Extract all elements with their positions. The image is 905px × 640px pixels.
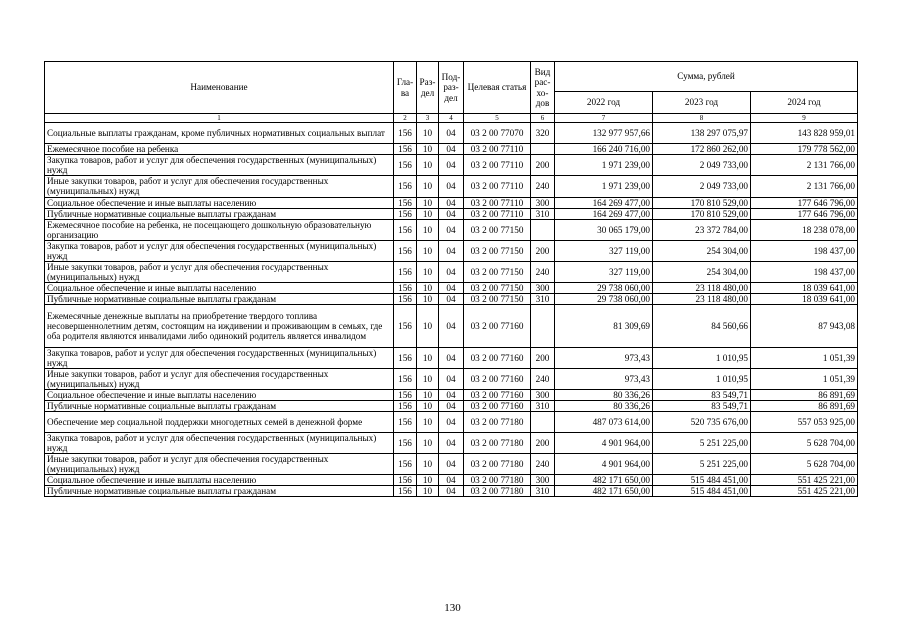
cell-y2022: 973,43 <box>555 368 653 389</box>
cell-glava: 156 <box>394 155 417 176</box>
cell-glava: 156 <box>394 368 417 389</box>
cell-name: Ежемесячные денежные выплаты на приобретение твердого топлива несовершеннолетним детям, состоящим на иждивении и проживающим в семьях, где оба родителя являются инвалидами либо одинокий родитель является инвалидом <box>45 305 394 347</box>
table-row <box>45 219 858 240</box>
cell-y2024: 179 778 562,00 <box>751 144 858 155</box>
cell-podrazdel: 04 <box>439 144 464 155</box>
cell-glava: 156 <box>394 123 417 144</box>
cell-y2024: 86 891,69 <box>751 400 858 411</box>
header-name: Наименование <box>45 62 394 114</box>
cell-vid: 300 <box>531 475 555 486</box>
cell-target: 03 2 00 77150 <box>464 240 531 261</box>
cell-target: 03 2 00 77110 <box>464 176 531 197</box>
cell-glava: 156 <box>394 454 417 475</box>
cell-target: 03 2 00 77070 <box>464 123 531 144</box>
cell-y2022: 1 971 239,00 <box>555 155 653 176</box>
header-sum: Сумма, рублей <box>555 62 858 92</box>
cell-vid: 240 <box>531 176 555 197</box>
cell-vid <box>531 411 555 432</box>
cell-y2022: 164 269 477,00 <box>555 197 653 208</box>
cell-y2023: 520 735 676,00 <box>653 411 751 432</box>
header-year-2022: 2022 год <box>555 92 653 114</box>
cell-y2024: 177 646 796,00 <box>751 197 858 208</box>
cell-y2024: 1 051,39 <box>751 347 858 368</box>
cell-name: Закупка товаров, работ и услуг для обеспечения государственных (муниципальных) нужд <box>45 240 394 261</box>
cell-name: Публичные нормативные социальные выплаты гражданам <box>45 208 394 219</box>
cell-y2023: 83 549,71 <box>653 389 751 400</box>
cell-vid: 300 <box>531 197 555 208</box>
table-row <box>45 305 858 347</box>
cell-glava: 156 <box>394 433 417 454</box>
cell-name: Публичные нормативные социальные выплаты гражданам <box>45 400 394 411</box>
cell-vid: 300 <box>531 283 555 294</box>
column-number: 2 <box>394 114 417 123</box>
cell-y2022: 327 119,00 <box>555 261 653 282</box>
cell-glava: 156 <box>394 283 417 294</box>
cell-y2022: 482 171 650,00 <box>555 486 653 497</box>
cell-vid: 200 <box>531 240 555 261</box>
cell-target: 03 2 00 77110 <box>464 208 531 219</box>
cell-razdel: 10 <box>417 433 439 454</box>
cell-y2023: 170 810 529,00 <box>653 197 751 208</box>
cell-razdel: 10 <box>417 208 439 219</box>
cell-vid <box>531 219 555 240</box>
cell-glava: 156 <box>394 176 417 197</box>
column-number: 1 <box>45 114 394 123</box>
cell-y2024: 143 828 959,01 <box>751 123 858 144</box>
cell-target: 03 2 00 77110 <box>464 155 531 176</box>
cell-glava: 156 <box>394 240 417 261</box>
cell-y2022: 482 171 650,00 <box>555 475 653 486</box>
cell-y2023: 84 560,66 <box>653 305 751 347</box>
cell-razdel: 10 <box>417 197 439 208</box>
cell-y2023: 254 304,00 <box>653 261 751 282</box>
table-row <box>45 144 858 155</box>
cell-target: 03 2 00 77180 <box>464 475 531 486</box>
cell-razdel: 10 <box>417 294 439 305</box>
cell-target: 03 2 00 77180 <box>464 454 531 475</box>
cell-glava: 156 <box>394 305 417 347</box>
cell-y2024: 557 053 925,00 <box>751 411 858 432</box>
column-number: 4 <box>439 114 464 123</box>
cell-y2024: 198 437,00 <box>751 240 858 261</box>
cell-y2024: 18 039 641,00 <box>751 283 858 294</box>
table-row <box>45 454 858 475</box>
cell-name: Ежемесячное пособие на ребенка, не посещающего дошкольную образовательную организацию <box>45 219 394 240</box>
cell-y2023: 23 118 480,00 <box>653 283 751 294</box>
cell-glava: 156 <box>394 261 417 282</box>
budget-table <box>44 61 858 497</box>
cell-target: 03 2 00 77110 <box>464 197 531 208</box>
cell-target: 03 2 00 77150 <box>464 294 531 305</box>
cell-target: 03 2 00 77150 <box>464 261 531 282</box>
cell-y2024: 5 628 704,00 <box>751 433 858 454</box>
cell-razdel: 10 <box>417 240 439 261</box>
cell-y2023: 2 049 733,00 <box>653 176 751 197</box>
cell-glava: 156 <box>394 347 417 368</box>
cell-y2023: 170 810 529,00 <box>653 208 751 219</box>
column-number: 5 <box>464 114 531 123</box>
cell-y2024: 551 425 221,00 <box>751 475 858 486</box>
cell-vid: 310 <box>531 400 555 411</box>
cell-razdel: 10 <box>417 400 439 411</box>
cell-podrazdel: 04 <box>439 176 464 197</box>
cell-podrazdel: 04 <box>439 475 464 486</box>
cell-razdel: 10 <box>417 475 439 486</box>
cell-vid <box>531 305 555 347</box>
cell-podrazdel: 04 <box>439 368 464 389</box>
cell-name: Иные закупки товаров, работ и услуг для обеспечения государственных (муниципальных) нужд <box>45 261 394 282</box>
cell-y2024: 177 646 796,00 <box>751 208 858 219</box>
cell-y2023: 5 251 225,00 <box>653 433 751 454</box>
cell-vid: 320 <box>531 123 555 144</box>
cell-razdel: 10 <box>417 347 439 368</box>
cell-vid: 310 <box>531 294 555 305</box>
cell-y2023: 1 010,95 <box>653 368 751 389</box>
cell-name: Закупка товаров, работ и услуг для обеспечения государственных (муниципальных) нужд <box>45 155 394 176</box>
cell-y2023: 2 049 733,00 <box>653 155 751 176</box>
table-row <box>45 283 858 294</box>
header-razdel: Раз-дел <box>417 62 439 114</box>
table-row <box>45 261 858 282</box>
cell-target: 03 2 00 77160 <box>464 347 531 368</box>
cell-podrazdel: 04 <box>439 283 464 294</box>
cell-podrazdel: 04 <box>439 123 464 144</box>
table-row <box>45 294 858 305</box>
table-row <box>45 123 858 144</box>
cell-y2024: 5 628 704,00 <box>751 454 858 475</box>
cell-razdel: 10 <box>417 144 439 155</box>
header-podrazdel: Под-раз-дел <box>439 62 464 114</box>
cell-podrazdel: 04 <box>439 305 464 347</box>
cell-razdel: 10 <box>417 261 439 282</box>
cell-y2022: 487 073 614,00 <box>555 411 653 432</box>
cell-razdel: 10 <box>417 155 439 176</box>
cell-glava: 156 <box>394 144 417 155</box>
cell-y2023: 1 010,95 <box>653 347 751 368</box>
table-row <box>45 389 858 400</box>
cell-glava: 156 <box>394 294 417 305</box>
cell-podrazdel: 04 <box>439 400 464 411</box>
cell-vid: 240 <box>531 454 555 475</box>
cell-y2023: 83 549,71 <box>653 400 751 411</box>
header-target: Целевая статья <box>464 62 531 114</box>
cell-razdel: 10 <box>417 176 439 197</box>
cell-y2022: 132 977 957,66 <box>555 123 653 144</box>
cell-target: 03 2 00 77110 <box>464 144 531 155</box>
cell-razdel: 10 <box>417 305 439 347</box>
cell-name: Социальное обеспечение и иные выплаты населению <box>45 475 394 486</box>
cell-vid <box>531 144 555 155</box>
table-row <box>45 433 858 454</box>
cell-target: 03 2 00 77180 <box>464 433 531 454</box>
cell-podrazdel: 04 <box>439 197 464 208</box>
cell-y2022: 973,43 <box>555 347 653 368</box>
cell-y2024: 551 425 221,00 <box>751 486 858 497</box>
table-row <box>45 368 858 389</box>
cell-podrazdel: 04 <box>439 240 464 261</box>
cell-podrazdel: 04 <box>439 433 464 454</box>
header-year-2024: 2024 год <box>751 92 858 114</box>
table-row <box>45 347 858 368</box>
cell-vid: 310 <box>531 208 555 219</box>
cell-y2022: 1 971 239,00 <box>555 176 653 197</box>
cell-y2022: 164 269 477,00 <box>555 208 653 219</box>
table-row <box>45 475 858 486</box>
cell-y2023: 5 251 225,00 <box>653 454 751 475</box>
cell-vid: 200 <box>531 433 555 454</box>
cell-name: Публичные нормативные социальные выплаты гражданам <box>45 486 394 497</box>
cell-target: 03 2 00 77160 <box>464 368 531 389</box>
cell-y2023: 172 860 262,00 <box>653 144 751 155</box>
cell-target: 03 2 00 77160 <box>464 389 531 400</box>
cell-y2023: 138 297 075,97 <box>653 123 751 144</box>
table-row <box>45 486 858 497</box>
cell-vid: 200 <box>531 155 555 176</box>
cell-podrazdel: 04 <box>439 219 464 240</box>
cell-name: Ежемесячное пособие на ребенка <box>45 144 394 155</box>
cell-razdel: 10 <box>417 368 439 389</box>
cell-y2024: 86 891,69 <box>751 389 858 400</box>
cell-target: 03 2 00 77180 <box>464 486 531 497</box>
cell-y2022: 81 309,69 <box>555 305 653 347</box>
cell-y2024: 2 131 766,00 <box>751 176 858 197</box>
cell-name: Иные закупки товаров, работ и услуг для обеспечения государственных (муниципальных) нужд <box>45 368 394 389</box>
cell-target: 03 2 00 77160 <box>464 400 531 411</box>
cell-vid: 300 <box>531 389 555 400</box>
cell-podrazdel: 04 <box>439 411 464 432</box>
cell-y2022: 80 336,26 <box>555 389 653 400</box>
page-number: 130 <box>444 602 461 614</box>
cell-y2024: 87 943,08 <box>751 305 858 347</box>
cell-glava: 156 <box>394 208 417 219</box>
cell-y2022: 4 901 964,00 <box>555 454 653 475</box>
cell-y2024: 1 051,39 <box>751 368 858 389</box>
cell-razdel: 10 <box>417 411 439 432</box>
cell-name: Иные закупки товаров, работ и услуг для обеспечения государственных (муниципальных) нужд <box>45 176 394 197</box>
table-row <box>45 197 858 208</box>
cell-razdel: 10 <box>417 219 439 240</box>
cell-podrazdel: 04 <box>439 261 464 282</box>
cell-vid: 240 <box>531 368 555 389</box>
cell-glava: 156 <box>394 411 417 432</box>
cell-vid: 200 <box>531 347 555 368</box>
cell-glava: 156 <box>394 475 417 486</box>
cell-y2023: 515 484 451,00 <box>653 486 751 497</box>
cell-podrazdel: 04 <box>439 155 464 176</box>
cell-y2022: 166 240 716,00 <box>555 144 653 155</box>
cell-razdel: 10 <box>417 283 439 294</box>
table-row <box>45 208 858 219</box>
cell-name: Закупка товаров, работ и услуг для обеспечения государственных (муниципальных) нужд <box>45 347 394 368</box>
cell-glava: 156 <box>394 197 417 208</box>
cell-y2023: 515 484 451,00 <box>653 475 751 486</box>
cell-target: 03 2 00 77150 <box>464 283 531 294</box>
cell-razdel: 10 <box>417 486 439 497</box>
cell-podrazdel: 04 <box>439 454 464 475</box>
header-vid: Вид рас-хо-дов <box>531 62 555 114</box>
cell-name: Социальное обеспечение и иные выплаты населению <box>45 389 394 400</box>
cell-name: Публичные нормативные социальные выплаты гражданам <box>45 294 394 305</box>
table-row <box>45 411 858 432</box>
cell-y2024: 2 131 766,00 <box>751 155 858 176</box>
cell-podrazdel: 04 <box>439 208 464 219</box>
cell-target: 03 2 00 77160 <box>464 305 531 347</box>
cell-y2024: 18 039 641,00 <box>751 294 858 305</box>
cell-vid: 240 <box>531 261 555 282</box>
cell-razdel: 10 <box>417 454 439 475</box>
cell-name: Иные закупки товаров, работ и услуг для обеспечения государственных (муниципальных) нужд <box>45 454 394 475</box>
cell-vid: 310 <box>531 486 555 497</box>
cell-razdel: 10 <box>417 123 439 144</box>
cell-target: 03 2 00 77180 <box>464 411 531 432</box>
cell-glava: 156 <box>394 486 417 497</box>
cell-name: Социальное обеспечение и иные выплаты населению <box>45 197 394 208</box>
cell-podrazdel: 04 <box>439 389 464 400</box>
column-number: 3 <box>417 114 439 123</box>
cell-target: 03 2 00 77150 <box>464 219 531 240</box>
column-number: 7 <box>555 114 653 123</box>
cell-podrazdel: 04 <box>439 294 464 305</box>
table-row <box>45 176 858 197</box>
cell-glava: 156 <box>394 219 417 240</box>
cell-razdel: 10 <box>417 389 439 400</box>
cell-y2024: 198 437,00 <box>751 261 858 282</box>
header-glava: Гла-ва <box>394 62 417 114</box>
cell-y2022: 327 119,00 <box>555 240 653 261</box>
cell-y2022: 80 336,26 <box>555 400 653 411</box>
table-row <box>45 400 858 411</box>
cell-name: Социальные выплаты гражданам, кроме публичных нормативных социальных выплат <box>45 123 394 144</box>
column-number: 8 <box>653 114 751 123</box>
cell-name: Закупка товаров, работ и услуг для обеспечения государственных (муниципальных) нужд <box>45 433 394 454</box>
cell-y2023: 23 118 480,00 <box>653 294 751 305</box>
cell-glava: 156 <box>394 389 417 400</box>
cell-y2022: 4 901 964,00 <box>555 433 653 454</box>
cell-y2022: 29 738 060,00 <box>555 283 653 294</box>
column-number: 9 <box>751 114 858 123</box>
header-year-2023: 2023 год <box>653 92 751 114</box>
table-row <box>45 240 858 261</box>
cell-y2022: 30 065 179,00 <box>555 219 653 240</box>
column-number-row <box>45 114 858 123</box>
cell-y2023: 23 372 784,00 <box>653 219 751 240</box>
cell-glava: 156 <box>394 400 417 411</box>
cell-name: Обеспечение мер социальной поддержки многодетных семей в денежной форме <box>45 411 394 432</box>
cell-name: Социальное обеспечение и иные выплаты населению <box>45 283 394 294</box>
cell-y2023: 254 304,00 <box>653 240 751 261</box>
column-number: 6 <box>531 114 555 123</box>
cell-y2022: 29 738 060,00 <box>555 294 653 305</box>
table-row <box>45 155 858 176</box>
cell-podrazdel: 04 <box>439 486 464 497</box>
cell-y2024: 18 238 078,00 <box>751 219 858 240</box>
cell-podrazdel: 04 <box>439 347 464 368</box>
